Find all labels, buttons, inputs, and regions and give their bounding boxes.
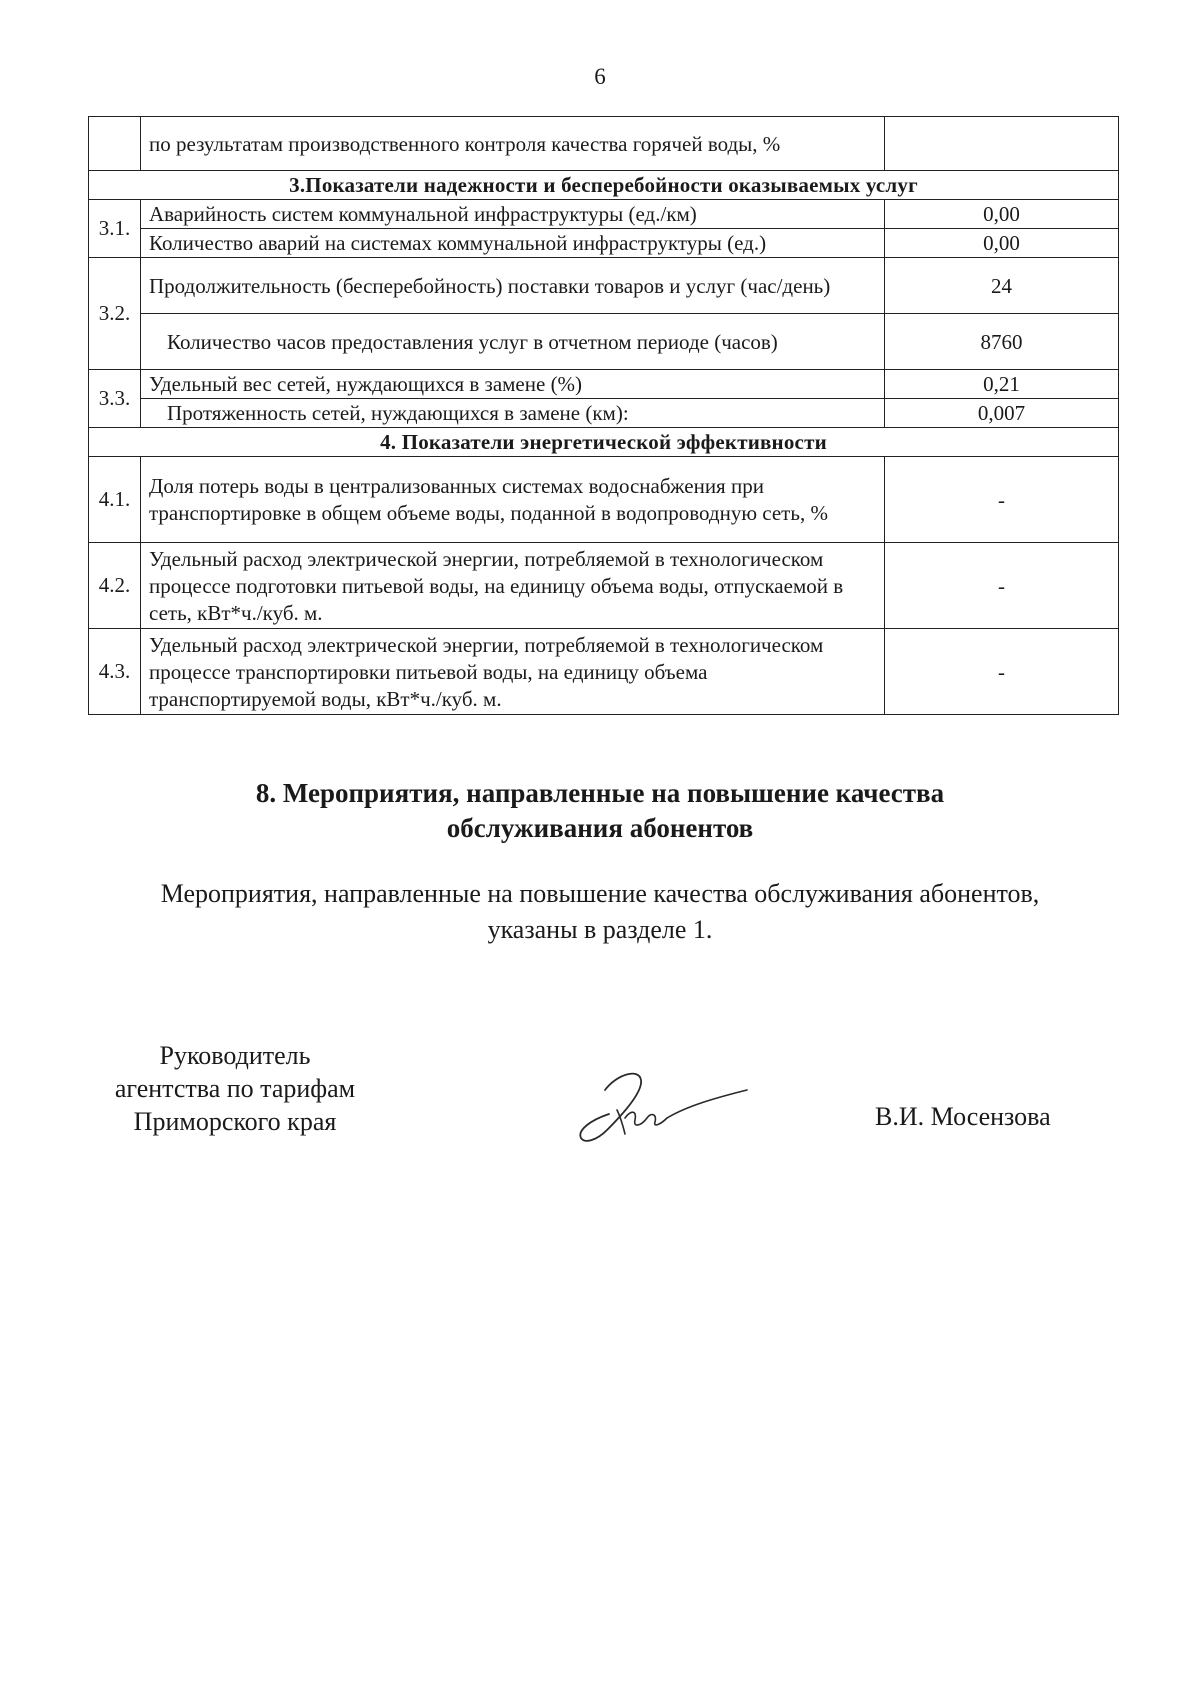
row-value: - — [885, 629, 1119, 715]
signer-name: В.И. Мосензова — [875, 1102, 1051, 1131]
handwritten-signature — [565, 1062, 750, 1152]
row-value: 0,21 — [885, 370, 1119, 399]
row-label: Доля потерь воды в централизованных системах водоснабжения при транспортировке в общем объеме воды, поданной в водопроводную сеть, % — [141, 457, 885, 543]
row-number: 4.3. — [89, 629, 141, 715]
indicators-table — [88, 116, 1119, 715]
row-label: Количество часов предоставления услуг в отчетном периоде (часов) — [141, 314, 885, 370]
section-title-3: 3.Показатели надежности и бесперебойности оказываемых услуг — [89, 171, 1119, 200]
page-number: 6 — [594, 64, 606, 89]
table-row — [89, 258, 1119, 314]
table-row — [89, 229, 1119, 258]
row-label: Протяженность сетей, нуждающихся в замене (км): — [141, 399, 885, 428]
row-number: 3.2. — [89, 258, 141, 370]
section-8-body — [0, 876, 1200, 948]
section-8-heading-line: 8. Мероприятия, направленные на повышение качества — [255, 778, 945, 808]
row-label: Удельный расход электрической энергии, потребляемой в технологическом процессе транспортировки питьевой воды, на единицу объема транспортируемой воды, кВт*ч./куб. м. — [141, 629, 885, 715]
row-label: Продолжительность (бесперебойность) поставки товаров и услуг (час/день) — [141, 258, 885, 314]
section-8-body-line: Мероприятия, направленные на повышение качества обслуживания абонентов, — [160, 879, 1040, 908]
row-value: 24 — [885, 258, 1119, 314]
table-row — [89, 399, 1119, 428]
row-value — [885, 117, 1119, 171]
signer-position-line: Руководитель — [159, 1041, 311, 1070]
table-row — [89, 370, 1119, 399]
table-row — [89, 629, 1119, 715]
table-row — [89, 543, 1119, 629]
row-value: 0,00 — [885, 200, 1119, 229]
section-8-heading-line: обслуживания абонентов — [446, 813, 754, 843]
signer-position-line: Приморского края — [133, 1107, 337, 1136]
section-row — [89, 428, 1119, 457]
row-label: по результатам производственного контроля качества горячей воды, % — [141, 117, 885, 171]
row-value: 0,00 — [885, 229, 1119, 258]
row-number: 3.1. — [89, 200, 141, 258]
table-row — [89, 200, 1119, 229]
table-row — [89, 314, 1119, 370]
section-8-heading — [0, 776, 1200, 846]
section-8-body-line: указаны в разделе 1. — [487, 915, 713, 944]
row-number — [89, 117, 141, 171]
row-label: Удельный расход электрической энергии, потребляемой в технологическом процессе подготовки питьевой воды, на единицу объема воды, отпускаемой в сеть, кВт*ч./куб. м. — [141, 543, 885, 629]
row-label: Количество аварий на системах коммунальной инфраструктуры (ед.) — [141, 229, 885, 258]
row-number: 3.3. — [89, 370, 141, 428]
row-value: - — [885, 543, 1119, 629]
section-row — [89, 171, 1119, 200]
signer-position — [90, 1039, 380, 1138]
row-number: 4.2. — [89, 543, 141, 629]
row-value: 8760 — [885, 314, 1119, 370]
row-label: Удельный вес сетей, нуждающихся в замене (%) — [141, 370, 885, 399]
section-title-4: 4. Показатели энергетической эффективности — [89, 428, 1119, 457]
table-row — [89, 117, 1119, 171]
signer-position-line: агентства по тарифам — [114, 1074, 356, 1103]
table-row — [89, 457, 1119, 543]
row-label: Аварийность систем коммунальной инфраструктуры (ед./км) — [141, 200, 885, 229]
row-value: 0,007 — [885, 399, 1119, 428]
row-value: - — [885, 457, 1119, 543]
row-number: 4.1. — [89, 457, 141, 543]
